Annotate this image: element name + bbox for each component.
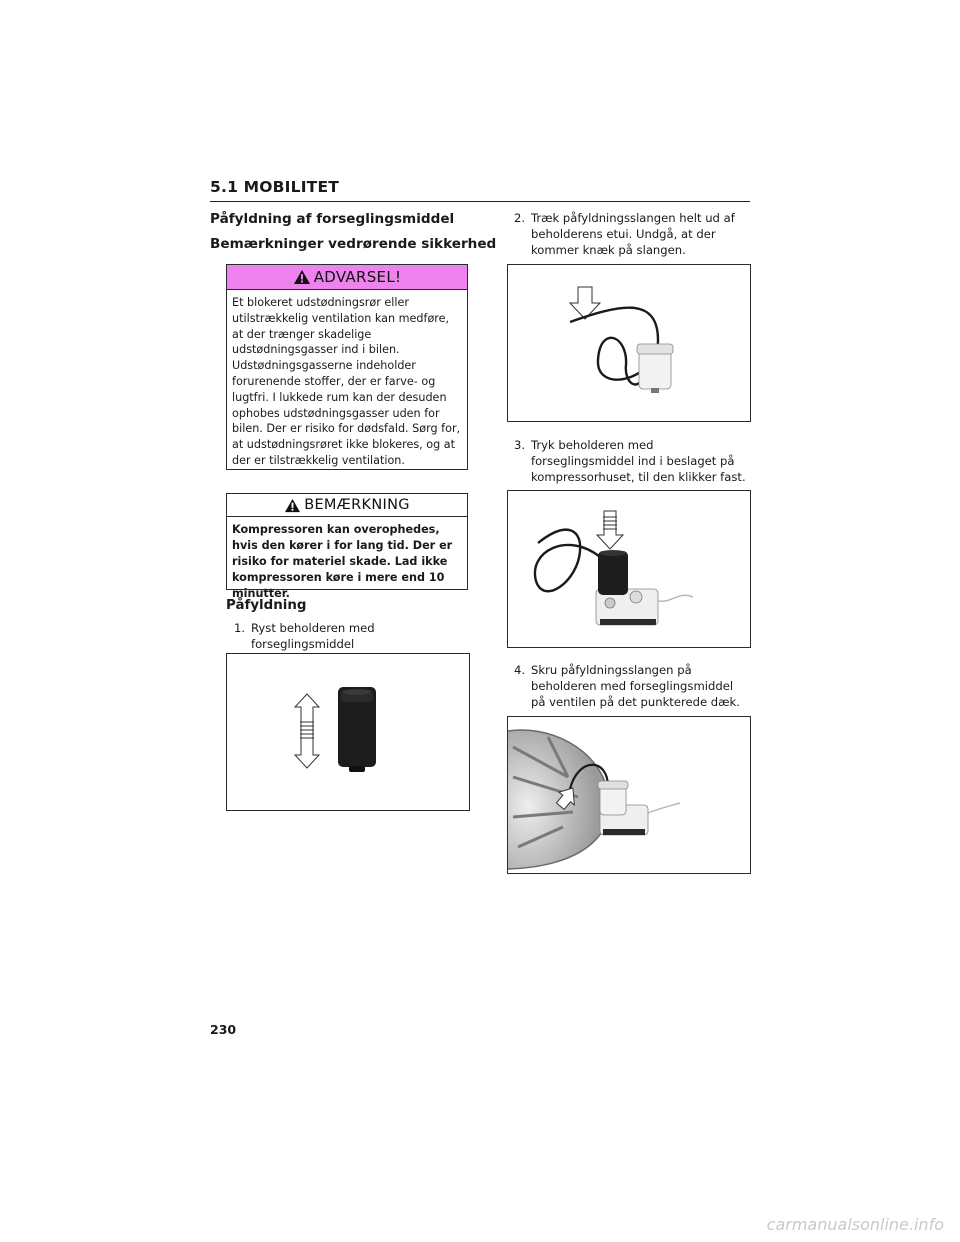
figure-connect-valve bbox=[507, 716, 751, 874]
step-3-text: Tryk beholderen med forseglingsmiddel ind i beslaget på kompressorhuset, til den klikker fast. bbox=[531, 438, 746, 484]
safety-subtitle: Bemærkninger vedrørende sikkerhed bbox=[210, 236, 497, 252]
warning-text: Et blokeret udstødningsrør eller utilstrækkelig ventilation kan medføre, at der trænger skadelige udstødningsgasser ind i bilen. Udstødningsgasserne indeholder forurenende stoffer, der er farve- og lugtfri. I lukkede rum kan der desuden ophobes udstødningsgasser uden for bilen. Der er risiko for dødsfald. Sørg for, at udstødningsrøret ikke blokeres, og at der er tilstrækkelig ventilation. bbox=[232, 296, 461, 467]
warning-header bbox=[227, 265, 467, 290]
canister-illustration bbox=[598, 781, 628, 815]
watermark: carmanualsonline.info bbox=[766, 1215, 944, 1234]
page-number: 230 bbox=[210, 1022, 237, 1037]
notice-text: Kompressoren kan overophedes, hvis den kører i for lang tid. Der er risiko for materiel skade. Lad ikke kompressoren køre i mere end 10 minutter. bbox=[232, 523, 453, 600]
figure-attach-canister bbox=[507, 490, 751, 648]
notice-header bbox=[227, 494, 467, 517]
down-arrow-icon bbox=[597, 511, 623, 549]
step-2 bbox=[514, 210, 750, 258]
figure-shake-canister bbox=[226, 653, 470, 811]
step-4 bbox=[514, 662, 750, 710]
warning-triangle-icon bbox=[293, 269, 311, 285]
canister-illustration bbox=[637, 344, 673, 393]
figure-pull-hose bbox=[507, 264, 751, 422]
step-3-number: 3. bbox=[514, 438, 526, 452]
notice-label: BEMÆRKNING bbox=[304, 497, 410, 513]
notice-triangle-icon bbox=[284, 498, 301, 513]
canister-illustration bbox=[338, 687, 376, 772]
step-3 bbox=[514, 437, 750, 485]
warning-label: ADVARSEL! bbox=[313, 268, 402, 286]
canister-illustration bbox=[598, 550, 628, 595]
step-4-number: 4. bbox=[514, 663, 526, 677]
step-1-text: Ryst beholderen med forseglingsmiddel bbox=[251, 621, 375, 651]
step-1 bbox=[234, 620, 464, 652]
filling-title: Påfyldning bbox=[226, 598, 307, 613]
page-title: Påfyldning af forseglingsmiddel bbox=[210, 211, 455, 227]
step-2-text: Træk påfyldningsslangen helt ud af beholderens etui. Undgå, at der kommer knæk på slangen. bbox=[531, 211, 735, 257]
notice-box bbox=[226, 493, 468, 600]
step-1-number: 1. bbox=[234, 621, 246, 635]
double-arrow-icon bbox=[295, 694, 319, 768]
section-header: 5.1 MOBILITET bbox=[210, 178, 750, 202]
hose-illustration bbox=[535, 530, 600, 592]
step-4-text: Skru påfyldningsslangen på beholderen med forseglingsmiddel på ventilen på det punkterede dæk. bbox=[531, 663, 740, 709]
step-2-number: 2. bbox=[514, 211, 526, 225]
warning-box bbox=[226, 264, 468, 470]
